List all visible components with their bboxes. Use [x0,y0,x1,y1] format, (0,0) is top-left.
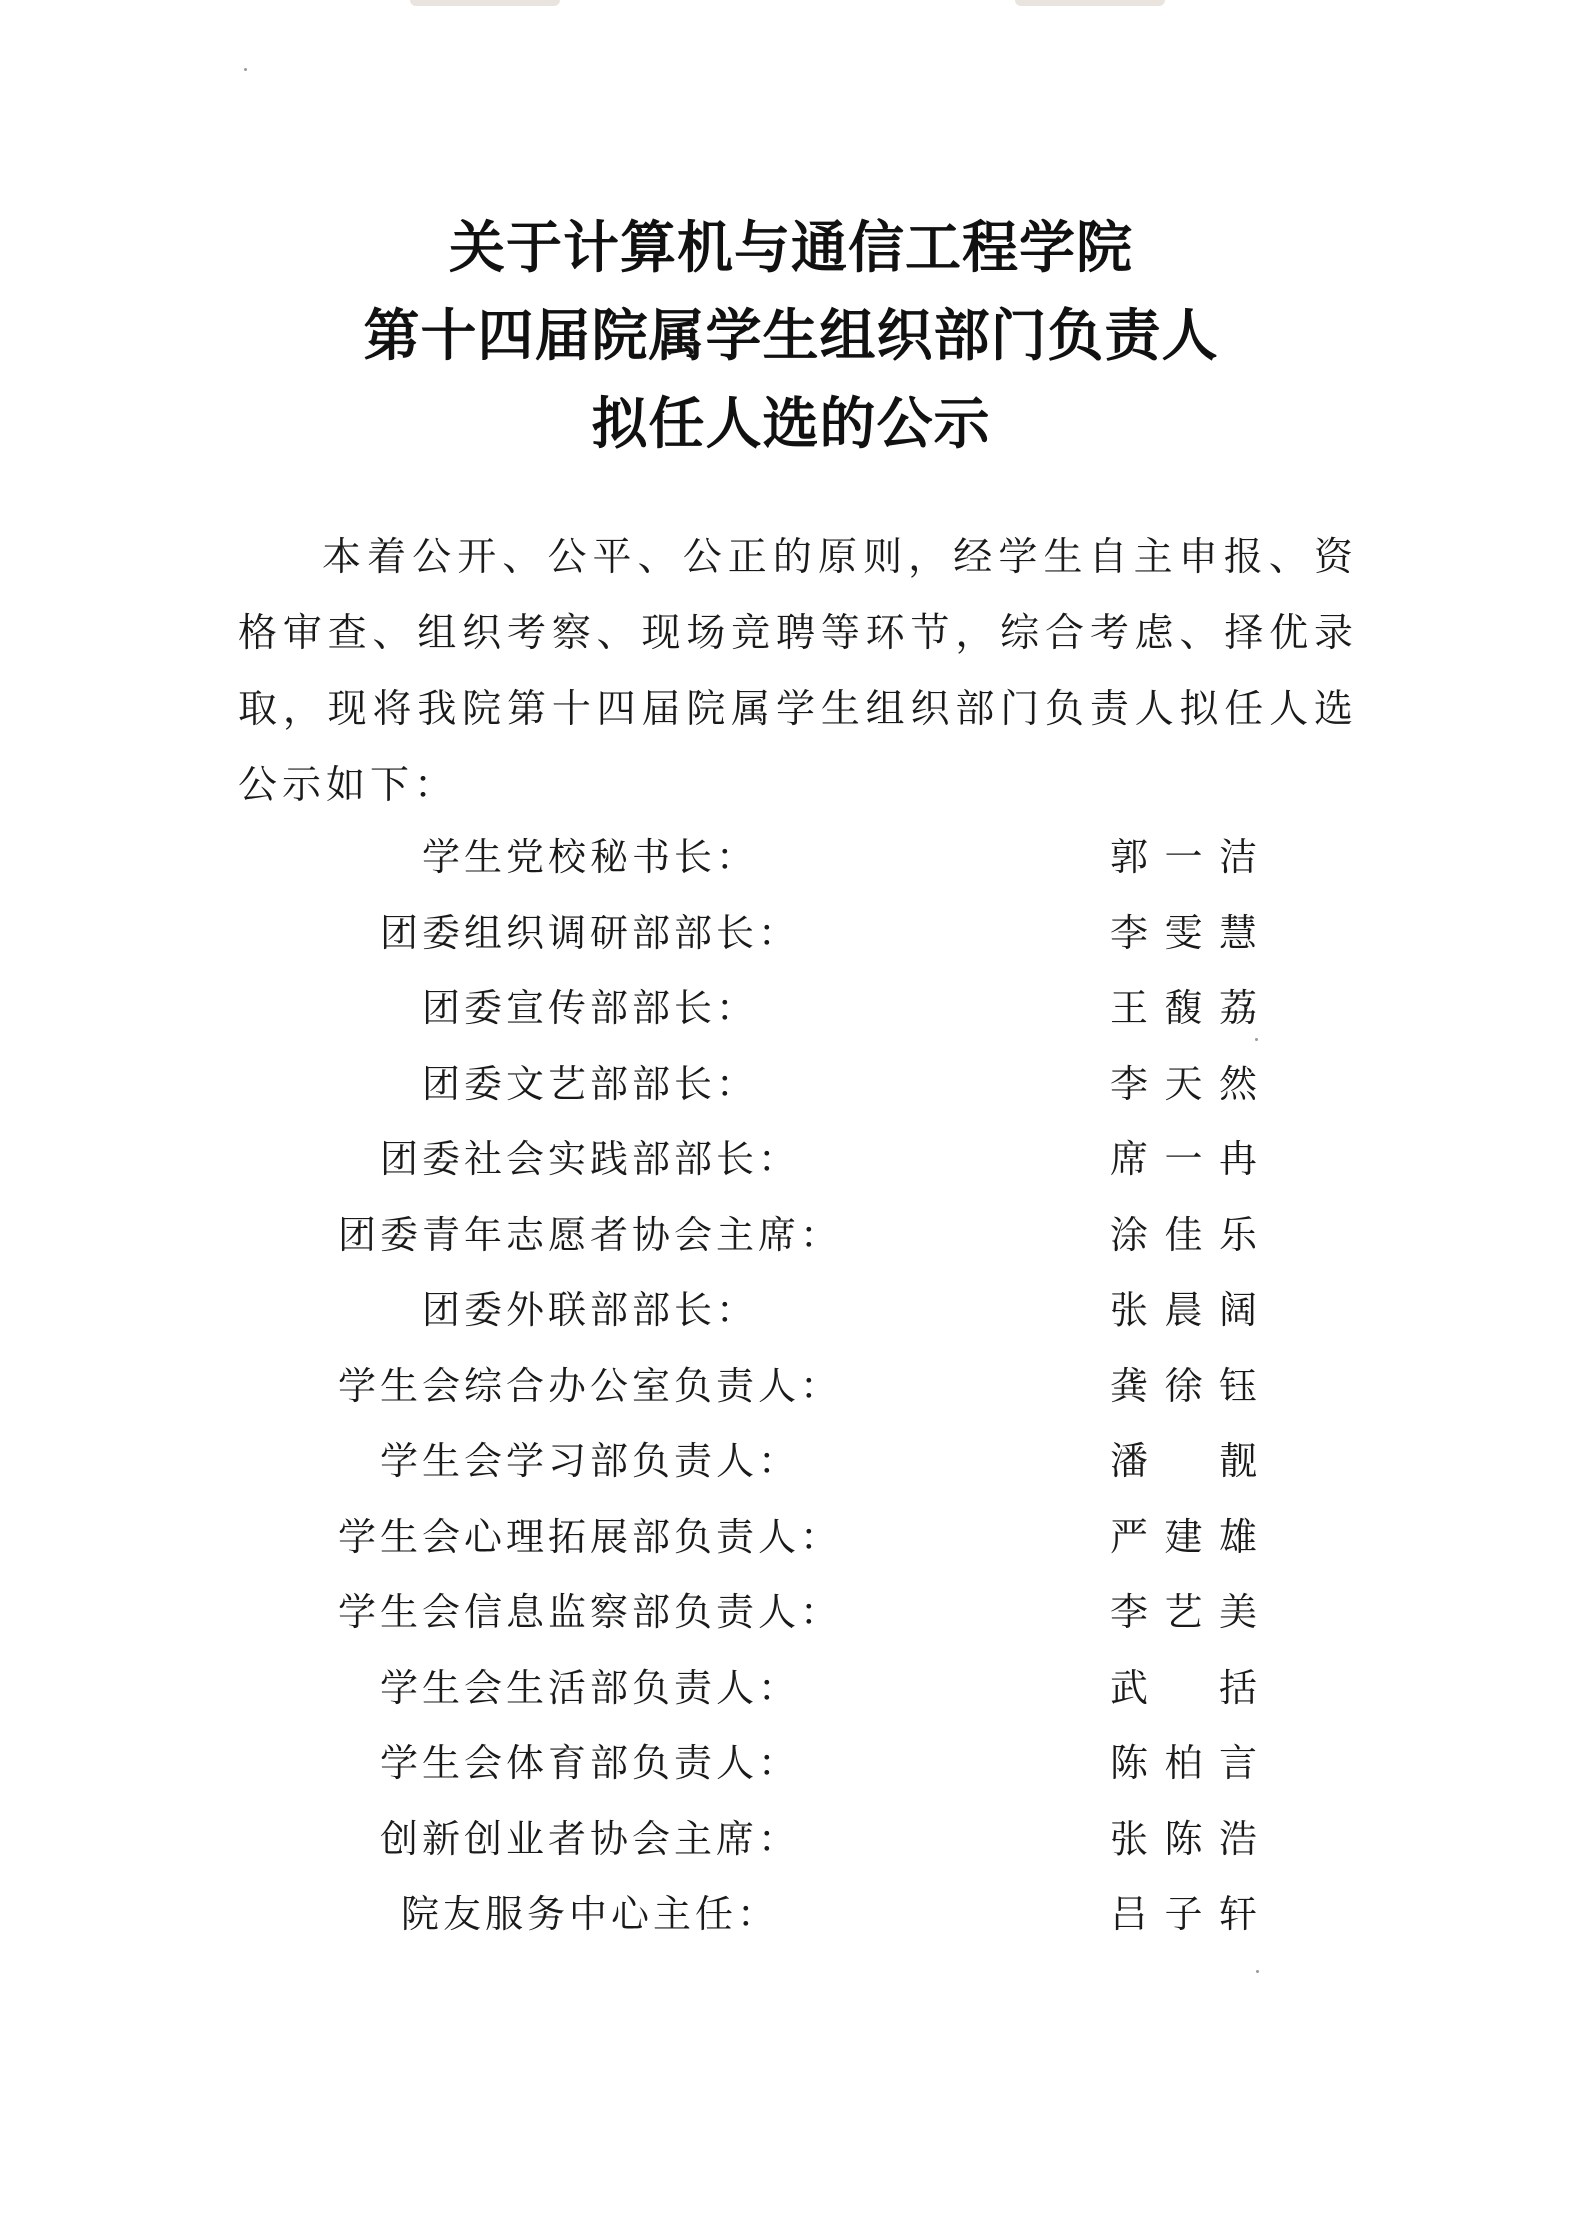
list-item [0,1052,1582,1128]
appointee-name: 李艺美 [1110,1590,1260,1634]
role-label: 学生党校秘书长： [421,835,758,879]
role-label: 团委青年志愿者协会主席： [337,1212,842,1257]
role-label: 学生会生活部负责人： [379,1665,800,1710]
list-item [0,1807,1582,1883]
appointee-name: 武括 [1110,1665,1260,1710]
scan-speck [244,68,247,71]
appointee-name: 席一冉 [1110,1137,1260,1181]
list-item [0,1354,1582,1430]
scan-speck [1255,1038,1258,1041]
list-item [0,976,1582,1052]
role-label: 学生会学习部负责人： [379,1439,800,1483]
scan-edge-mark-right [1015,0,1165,6]
appointee-name: 龚徐钰 [1110,1363,1260,1408]
role-label: 团委组织调研部部长： [379,910,800,955]
list-item [0,1731,1582,1807]
appointee-name: 潘靓 [1110,1439,1260,1483]
list-item [0,1505,1582,1581]
notice-title [0,205,1582,469]
role-label: 学生会综合办公室负责人： [337,1363,842,1408]
list-item [0,1278,1582,1354]
list-item [0,1429,1582,1505]
role-label: 团委宣传部部长： [421,986,758,1030]
appointee-name: 王馥荔 [1110,986,1260,1030]
appointee-name: 郭一洁 [1110,835,1260,879]
role-label: 创新创业者协会主席： [379,1816,800,1861]
role-label: 团委社会实践部部长： [379,1137,800,1181]
list-item [0,1656,1582,1732]
list-item [0,1580,1582,1656]
list-item [0,901,1582,977]
list-item [0,1882,1582,1958]
role-label: 团委文艺部部长： [421,1061,758,1106]
appointee-name: 张陈浩 [1110,1816,1260,1861]
list-item [0,825,1582,901]
appointee-name: 陈柏言 [1110,1741,1260,1785]
appointee-name: 李雯慧 [1110,910,1260,955]
title-line-1: 关于计算机与通信工程学院 [449,216,1133,281]
scan-speck [1256,1970,1259,1973]
role-label: 院友服务中心主任： [400,1892,779,1936]
role-label: 学生会心理拓展部负责人： [337,1514,842,1559]
appointee-name: 严建雄 [1110,1514,1260,1559]
title-line-3: 拟任人选的公示 [591,392,991,457]
appointee-name: 吕子轩 [1110,1892,1260,1936]
role-label: 团委外联部部长： [421,1288,758,1332]
role-label: 学生会信息监察部负责人： [337,1590,842,1634]
appointee-name: 张晨阔 [1110,1288,1260,1332]
title-line-2: 第十四届院属学生组织部门负责人 [363,304,1219,369]
list-item [0,1203,1582,1279]
intro-paragraph: 本着公开、公平、公正的原则，经学生自主申报、资格审查、组织考察、现场竞聘等环节，综合考虑、择优录取，现将我院第十四届院属学生组织部门负责人拟任人选公示如下： [238,535,1358,808]
role-label: 学生会体育部负责人： [379,1741,800,1785]
scan-edge-mark-left [410,0,560,6]
appointee-name: 李天然 [1110,1061,1260,1106]
appointee-name: 涂佳乐 [1110,1212,1260,1257]
appointee-list [0,825,1582,1958]
list-item [0,1127,1582,1203]
